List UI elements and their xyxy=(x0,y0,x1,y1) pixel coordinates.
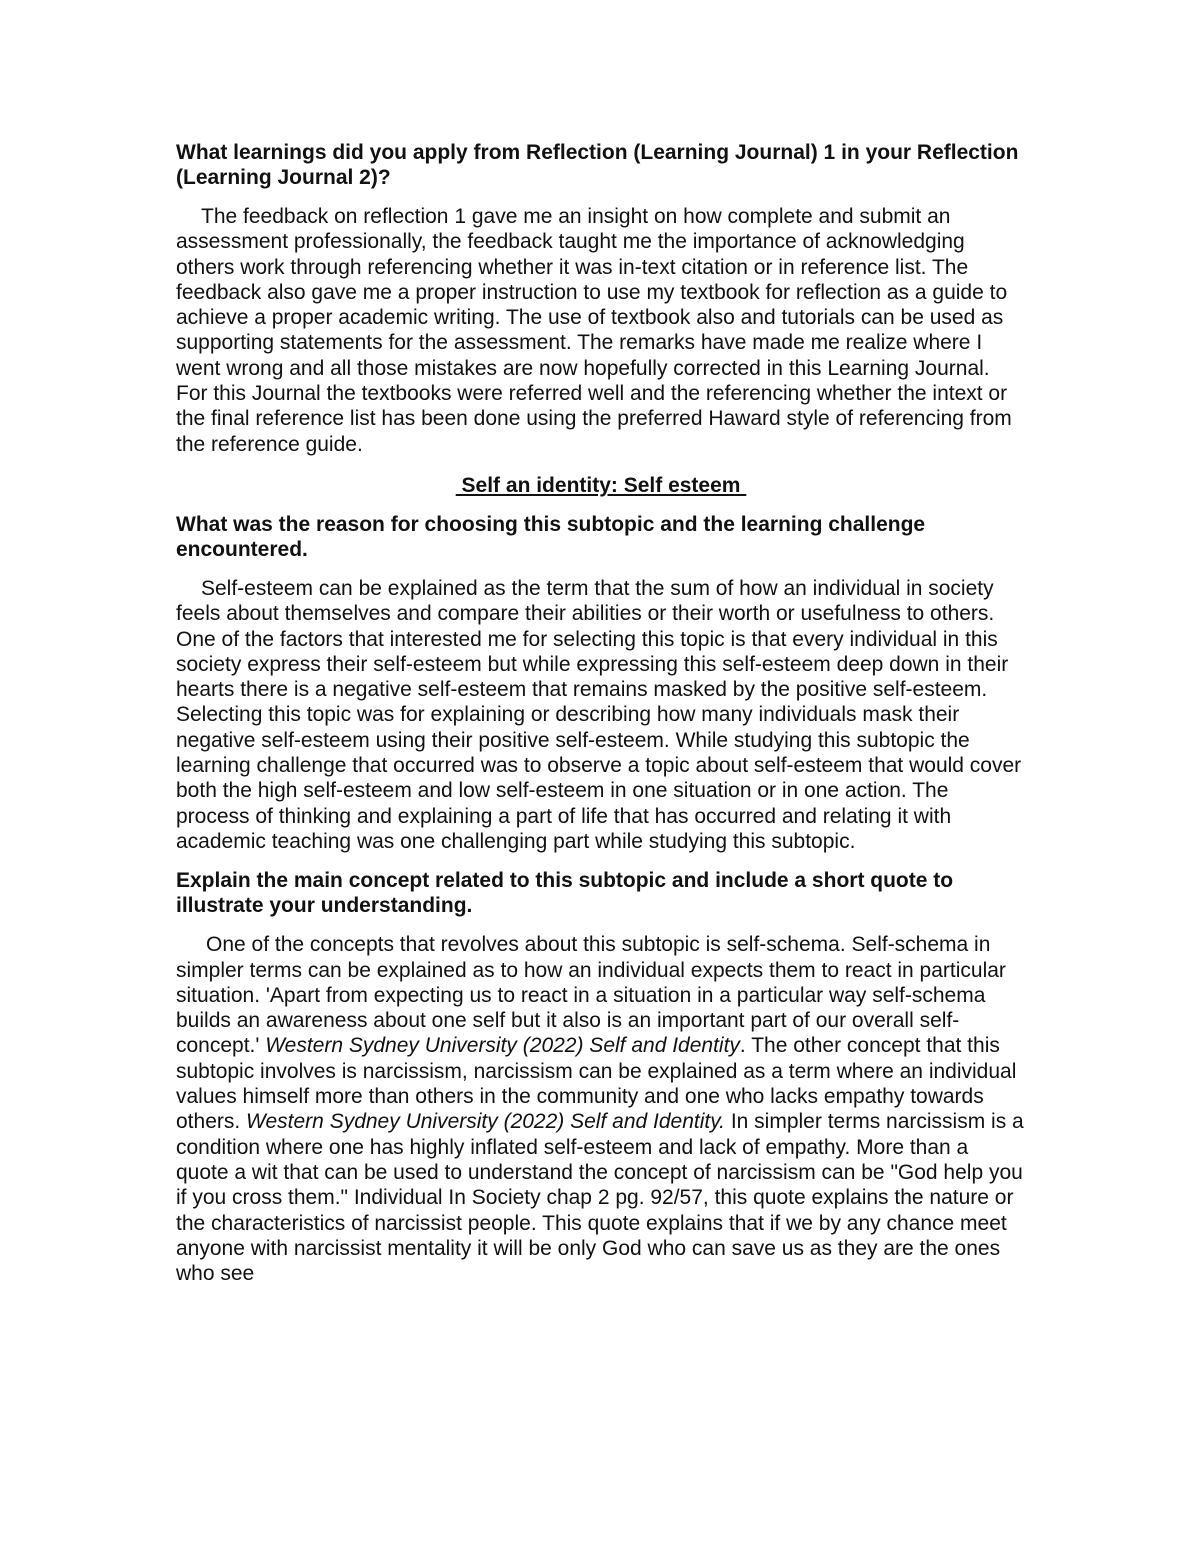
paragraph-concept-part3: In simpler terms narcissism is a condition where one has highly inflated self-esteem and lack of empathy. More than a quote a wit that can be used to understand the concept of narcissism can be "God help you if you cross them." Individual In Society chap 2 pg. 92/57, this quote explains the nature or the characteristics of narcissist people. This quote explains that if we by any chance meet anyone with narcissist mentality it will be only God who can save us as they are the ones who see xyxy=(176,1110,1024,1286)
paragraph-concept-part1: One of the concepts that revolves about this subtopic is self-schema. Self-schema in simpler terms can be explained as to how an individual expects them to react in particular situation. 'Apart from expecting us to react in a situation in a particular way self-schema builds an awareness about one self but it also is an important part of our overall self-concept.' xyxy=(176,933,1006,1058)
citation-western-sydney-2: Western Sydney University (2022) Self and Identity. xyxy=(246,1110,725,1134)
question-main-concept: Explain the main concept related to this subtopic and include a short quote to illustrate your understanding. xyxy=(176,869,954,918)
paragraph-self-esteem xyxy=(176,576,1026,854)
paragraph-concept-part2: . The other concept that this subtopic involves is narcissism, narcissism can be explained as a term where an individual values himself more than others in the community and one who lacks empathy towards others. xyxy=(176,1034,1017,1134)
paragraph-feedback xyxy=(176,204,1026,457)
question-subtopic-reason: What was the reason for choosing this subtopic and the learning challenge encountered. xyxy=(176,512,926,561)
paragraph-feedback-text: The feedback on reflection 1 gave me an insight on how complete and submit an assessment professionally, the feedback taught me the importance of acknowledging others work through referencing whether it was in-text citation or in reference list. The feedback also gave me a proper instruction to use my textbook for reflection as a guide to achieve a proper academic writing. The use of textbook also and tutorials can be used as supporting statements for the assessment. The remarks have made me realize where I went wrong and all those mistakes are now hopefully corrected in this Learning Journal. For this Journal the textbooks were referred well and the referencing whether the intext or the final reference list has been done using the preferred Haward style of referencing from the reference guide. xyxy=(176,205,1012,456)
question-reflection-learnings: What learnings did you apply from Reflection (Learning Journal) 1 in your Reflection (Learning Journal 2)? xyxy=(176,141,1019,189)
citation-western-sydney-1: Western Sydney University (2022) Self and Identity xyxy=(265,1034,740,1058)
section-heading-text: Self an identity: Self esteem xyxy=(455,473,747,497)
paragraph-self-esteem-text: Self-esteem can be explained as the term that the sum of how an individual in society feels about themselves and compare their abilities or their worth or usefulness to others. One of the factors that interested me for selecting this topic is that every individual in this society express their self-esteem but while expressing this self-esteem deep down in their hearts there is a negative self-esteem that remains masked by the positive self-esteem. Selecting this topic was for explaining or describing how many individuals mask their negative self-esteem using their positive self-esteem. While studying this subtopic the learning challenge that occurred was to observe a topic about self-esteem that would cover both the high self-esteem and low self-esteem in one situation or in one action. The process of thinking and explaining a part of life that has occurred and relating it with academic teaching was one challenging part while studying this subtopic. xyxy=(176,576,1022,853)
section-heading xyxy=(176,473,1026,498)
paragraph-concept xyxy=(176,932,1026,1286)
